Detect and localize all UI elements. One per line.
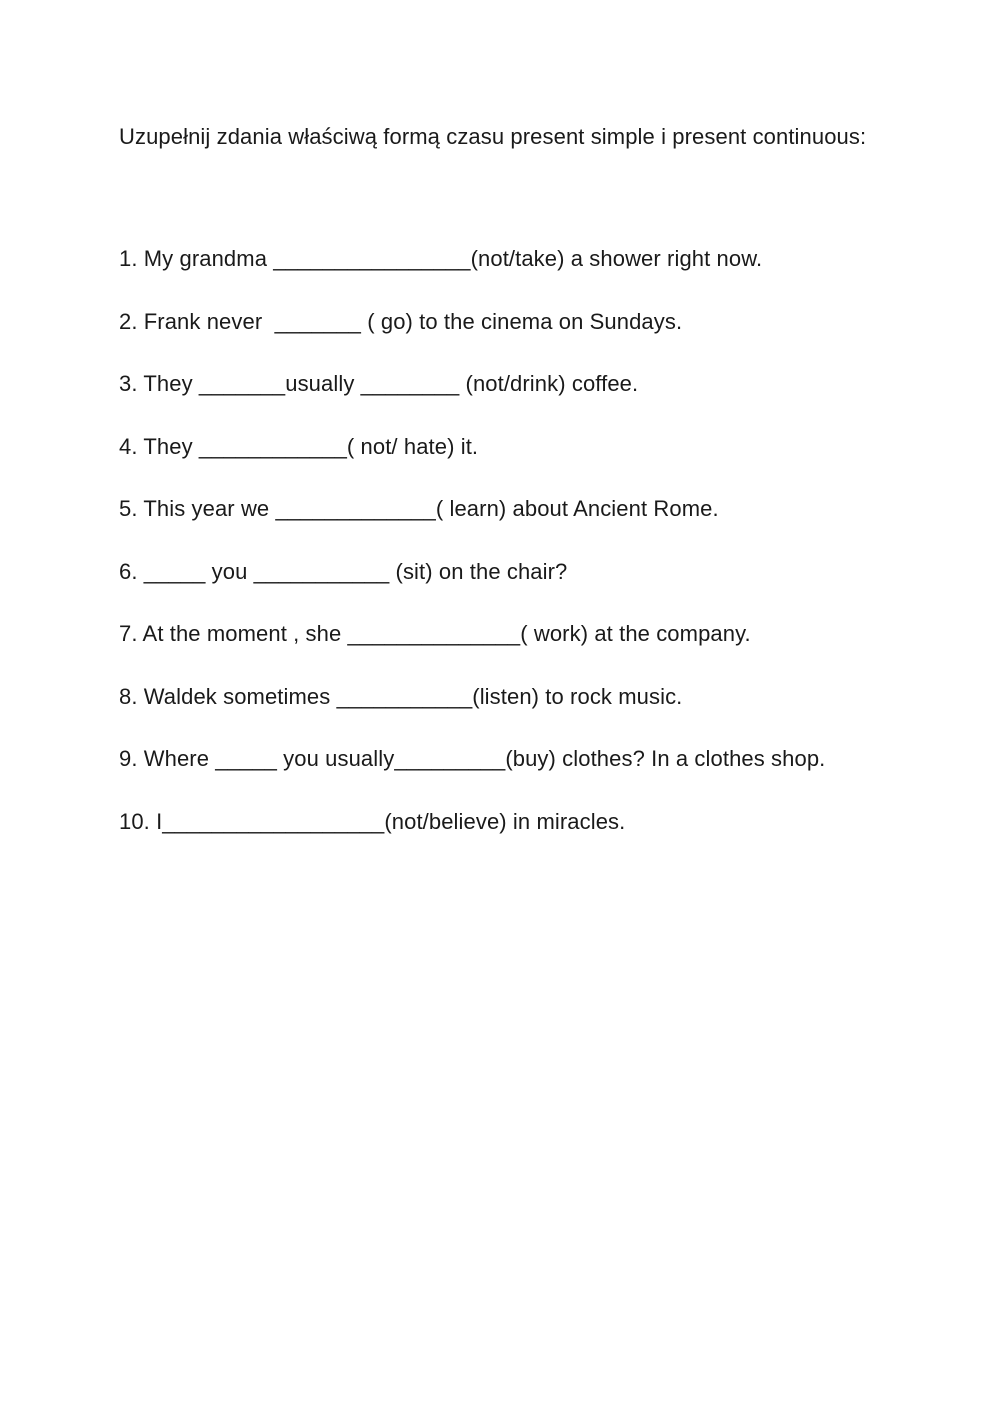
exercise-item-4: 4. They ____________( not/ hate) it.	[119, 433, 479, 459]
exercise-item-10: 10. I__________________(not/believe) in miracles.	[119, 808, 626, 834]
exercise-item-8: 8. Waldek sometimes ___________(listen) to rock music.	[119, 683, 683, 709]
exercise-item-1: 1. My grandma ________________(not/take) a shower right now.	[119, 246, 763, 271]
exercise-list	[119, 234, 879, 846]
exercise-item-9: 9. Where _____ you usually_________(buy) clothes? In a clothes shop.	[119, 746, 826, 771]
exercise-item-6: 6. _____ you ___________ (sit) on the chair?	[119, 558, 568, 584]
worksheet-content	[119, 112, 879, 859]
exercise-item-2: 2. Frank never _______ ( go) to the cinema on Sundays.	[119, 308, 683, 334]
exercise-item-3: 3. They _______usually ________ (not/drink) coffee.	[119, 371, 639, 396]
instruction-text: Uzupełnij zdania właściwą formą czasu present simple i present continuous:	[119, 124, 867, 149]
exercise-item-7: 7. At the moment , she ______________( work) at the company.	[119, 621, 751, 646]
exercise-item-5: 5. This year we _____________( learn) about Ancient Rome.	[119, 496, 719, 521]
